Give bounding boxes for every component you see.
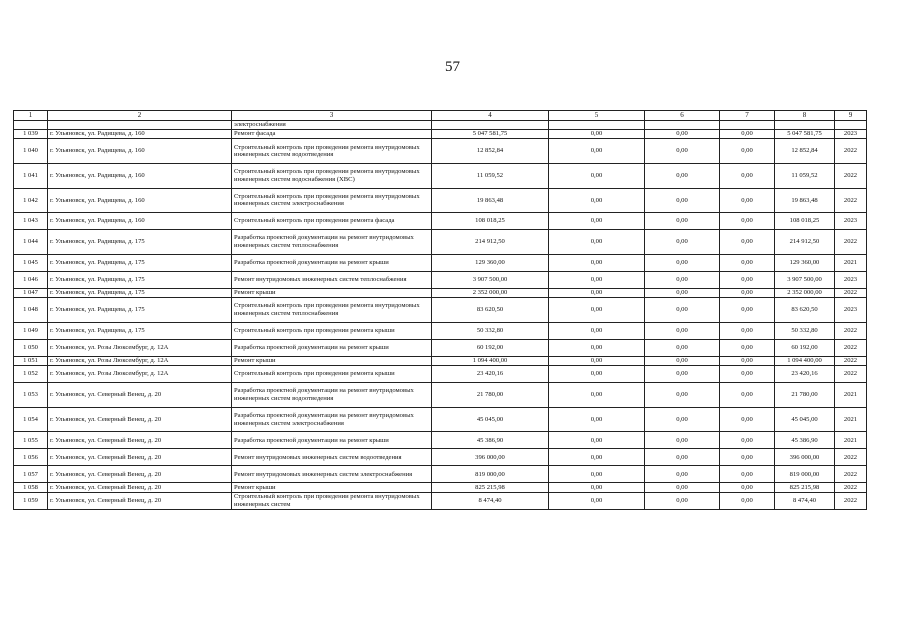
value-col8-cell: 214 912,50	[775, 230, 835, 255]
value-col8-cell: 45 045,00	[775, 407, 835, 432]
work-type-cell: Ремонт фасада	[232, 130, 432, 139]
total-cost-cell: 45 045,00	[432, 407, 549, 432]
work-type-cell: Разработка проектной документации на ремонт крыши	[232, 339, 432, 356]
table-row	[14, 163, 867, 188]
value-col8-cell: 19 863,48	[775, 188, 835, 213]
year-cell: 2021	[835, 383, 867, 408]
value-col6-cell: 0,00	[645, 230, 720, 255]
value-col5-cell: 0,00	[549, 492, 645, 509]
value-col5-cell: 0,00	[549, 230, 645, 255]
value-col6-cell: 0,00	[645, 188, 720, 213]
work-type-cell: Строительный контроль при проведении ремонта внутридомовых инженерных систем водоотведения	[232, 139, 432, 164]
total-cost-cell: 19 863,48	[432, 188, 549, 213]
value-col6-cell: 0,00	[645, 213, 720, 230]
value-col5-cell: 0,00	[549, 356, 645, 365]
value-col8-cell: 8 474,40	[775, 492, 835, 509]
value-col5-cell: 0,00	[549, 483, 645, 492]
value-col8-cell: 396 000,00	[775, 449, 835, 466]
total-cost-cell: 8 474,40	[432, 492, 549, 509]
column-header-8: 8	[775, 111, 835, 121]
work-type-cell: Ремонт крыши	[232, 356, 432, 365]
table-row	[14, 483, 867, 492]
address-cell: г. Ульяновск, ул. Радищева, д. 160	[48, 139, 232, 164]
work-type-cell: Разработка проектной документации на ремонт внутридомовых инженерных систем водоотведения	[232, 383, 432, 408]
row-number: 1 054	[14, 407, 48, 432]
value-col7-cell: 0,00	[720, 213, 775, 230]
work-type-cell: Строительный контроль при проведении ремонта внутридомовых инженерных систем электроснабжения	[232, 188, 432, 213]
value-col8-cell: 3 907 500,00	[775, 271, 835, 288]
value-col8-cell: 60 192,00	[775, 339, 835, 356]
total-cost-cell: 11 059,52	[432, 163, 549, 188]
address-cell: г. Ульяновск, ул. Северный Венец, д. 20	[48, 492, 232, 509]
address-cell: г. Ульяновск, ул. Северный Венец, д. 20	[48, 407, 232, 432]
year-cell: 2023	[835, 298, 867, 323]
value-col7-cell: 0,00	[720, 383, 775, 408]
work-type-cell: Разработка проектной документации на ремонт внутридомовых инженерных систем электроснабжения	[232, 407, 432, 432]
value-col7-cell: 0,00	[720, 139, 775, 164]
year-cell: 2021	[835, 407, 867, 432]
year-cell: 2022	[835, 449, 867, 466]
value-col7-cell: 0,00	[720, 339, 775, 356]
value-col8-cell: 12 852,84	[775, 139, 835, 164]
value-col5-cell: 0,00	[549, 407, 645, 432]
row-number: 1 055	[14, 432, 48, 449]
value-col7-cell: 0,00	[720, 288, 775, 297]
total-cost-cell: 3 907 500,00	[432, 271, 549, 288]
value-col6-cell: 0,00	[645, 383, 720, 408]
value-col5-cell: 0,00	[549, 188, 645, 213]
total-cost-cell: 45 386,90	[432, 432, 549, 449]
column-header-6: 6	[645, 111, 720, 121]
table-row	[14, 356, 867, 365]
year-cell: 2022	[835, 483, 867, 492]
year-cell: 2023	[835, 130, 867, 139]
work-type-cell: Разработка проектной документации на ремонт крыши	[232, 254, 432, 271]
work-type-cell: Строительный контроль при проведении ремонта фасада	[232, 213, 432, 230]
address-cell: г. Ульяновск, ул. Радищева, д. 175	[48, 230, 232, 255]
column-header-4: 4	[432, 111, 549, 121]
value-col6-cell: 0,00	[645, 492, 720, 509]
total-cost-cell: 60 192,00	[432, 339, 549, 356]
address-cell: г. Ульяновск, ул. Радищева, д. 160	[48, 130, 232, 139]
work-type-cell: Строительный контроль при проведении ремонта внутридомовых инженерных систем	[232, 492, 432, 509]
value-col5-cell: 0,00	[549, 466, 645, 483]
total-cost-cell: 23 420,16	[432, 366, 549, 383]
address-cell: г. Ульяновск, ул. Радищева, д. 175	[48, 271, 232, 288]
table-row	[14, 322, 867, 339]
column-header-9: 9	[835, 111, 867, 121]
total-cost-cell: 2 352 000,00	[432, 288, 549, 297]
year-cell: 2022	[835, 466, 867, 483]
row-number: 1 041	[14, 163, 48, 188]
year-cell: 2022	[835, 288, 867, 297]
value-col7-cell: 0,00	[720, 466, 775, 483]
value-col6-cell: 0,00	[645, 130, 720, 139]
address-cell: г. Ульяновск, ул. Радищева, д. 160	[48, 163, 232, 188]
total-cost-cell: 129 360,00	[432, 254, 549, 271]
work-type-cell: Строительный контроль при проведении ремонта внутридомовых инженерных систем водоснабжения (ХВС)	[232, 163, 432, 188]
value-col5-cell: 0,00	[549, 130, 645, 139]
value-col8-cell: 23 420,16	[775, 366, 835, 383]
value-col6-cell: 0,00	[645, 139, 720, 164]
row-number: 1 051	[14, 356, 48, 365]
row-number: 1 040	[14, 139, 48, 164]
value-col5-cell: 0,00	[549, 254, 645, 271]
address-cell: г. Ульяновск, ул. Радищева, д. 175	[48, 322, 232, 339]
row-number: 1 052	[14, 366, 48, 383]
table-row	[14, 492, 867, 509]
address-cell: г. Ульяновск, ул. Радищева, д. 175	[48, 254, 232, 271]
row-number: 1 053	[14, 383, 48, 408]
value-col6-cell: 0,00	[645, 288, 720, 297]
value-col7-cell: 0,00	[720, 432, 775, 449]
table-row	[14, 213, 867, 230]
value-col6-cell: 0,00	[645, 449, 720, 466]
value-col8-cell: 2 352 000,00	[775, 288, 835, 297]
table-row	[14, 188, 867, 213]
row-number: 1 047	[14, 288, 48, 297]
value-col6-cell: 0,00	[645, 466, 720, 483]
work-type-cell: Ремонт внутридомовых инженерных систем водоотведения	[232, 449, 432, 466]
value-col7-cell: 0,00	[720, 483, 775, 492]
value-col7-cell: 0,00	[720, 230, 775, 255]
work-type-cell: Ремонт крыши	[232, 483, 432, 492]
table-row	[14, 339, 867, 356]
value-col5-cell: 0,00	[549, 322, 645, 339]
continuation-row	[14, 121, 867, 130]
continuation-text: электроснабжения	[232, 121, 432, 130]
table-row	[14, 254, 867, 271]
row-number: 1 050	[14, 339, 48, 356]
value-col6-cell: 0,00	[645, 339, 720, 356]
row-number: 1 048	[14, 298, 48, 323]
work-type-cell: Ремонт внутридомовых инженерных систем теплоснабжения	[232, 271, 432, 288]
column-header-1: 1	[14, 111, 48, 121]
work-type-cell: Разработка проектной документации на ремонт крыши	[232, 432, 432, 449]
total-cost-cell: 214 912,50	[432, 230, 549, 255]
work-type-cell: Строительный контроль при проведении ремонта крыши	[232, 366, 432, 383]
value-col8-cell: 50 332,80	[775, 322, 835, 339]
value-col8-cell: 21 780,00	[775, 383, 835, 408]
column-header-5: 5	[549, 111, 645, 121]
value-col7-cell: 0,00	[720, 163, 775, 188]
value-col6-cell: 0,00	[645, 163, 720, 188]
total-cost-cell: 396 000,00	[432, 449, 549, 466]
row-number: 1 043	[14, 213, 48, 230]
value-col7-cell: 0,00	[720, 130, 775, 139]
work-type-cell: Строительный контроль при проведении ремонта крыши	[232, 322, 432, 339]
value-col6-cell: 0,00	[645, 271, 720, 288]
year-cell: 2023	[835, 271, 867, 288]
value-col7-cell: 0,00	[720, 356, 775, 365]
row-number: 1 049	[14, 322, 48, 339]
value-col5-cell: 0,00	[549, 213, 645, 230]
column-number-row	[14, 111, 867, 121]
value-col7-cell: 0,00	[720, 322, 775, 339]
value-col7-cell: 0,00	[720, 492, 775, 509]
table-row	[14, 288, 867, 297]
address-cell: г. Ульяновск, ул. Северный Венец, д. 20	[48, 483, 232, 492]
value-col6-cell: 0,00	[645, 432, 720, 449]
year-cell: 2022	[835, 188, 867, 213]
year-cell: 2022	[835, 230, 867, 255]
total-cost-cell: 825 215,98	[432, 483, 549, 492]
total-cost-cell: 21 780,00	[432, 383, 549, 408]
year-cell: 2022	[835, 139, 867, 164]
value-col5-cell: 0,00	[549, 271, 645, 288]
table-row	[14, 130, 867, 139]
table-row	[14, 366, 867, 383]
value-col6-cell: 0,00	[645, 322, 720, 339]
value-col5-cell: 0,00	[549, 139, 645, 164]
year-cell: 2022	[835, 163, 867, 188]
value-col7-cell: 0,00	[720, 366, 775, 383]
year-cell: 2022	[835, 492, 867, 509]
repair-program-table	[13, 110, 867, 510]
year-cell: 2022	[835, 339, 867, 356]
total-cost-cell: 50 332,80	[432, 322, 549, 339]
address-cell: г. Ульяновск, ул. Радищева, д. 175	[48, 288, 232, 297]
table-row	[14, 230, 867, 255]
value-col5-cell: 0,00	[549, 366, 645, 383]
value-col5-cell: 0,00	[549, 298, 645, 323]
table-row	[14, 449, 867, 466]
work-type-cell: Ремонт внутридомовых инженерных систем электроснабжения	[232, 466, 432, 483]
total-cost-cell: 83 620,50	[432, 298, 549, 323]
value-col7-cell: 0,00	[720, 449, 775, 466]
year-cell: 2023	[835, 213, 867, 230]
value-col7-cell: 0,00	[720, 254, 775, 271]
year-cell: 2021	[835, 432, 867, 449]
table-row	[14, 271, 867, 288]
total-cost-cell: 5 047 581,75	[432, 130, 549, 139]
work-type-cell: Ремонт крыши	[232, 288, 432, 297]
value-col7-cell: 0,00	[720, 271, 775, 288]
total-cost-cell: 108 018,25	[432, 213, 549, 230]
value-col6-cell: 0,00	[645, 254, 720, 271]
total-cost-cell: 1 094 400,00	[432, 356, 549, 365]
address-cell: г. Ульяновск, ул. Розы Люксембург, д. 12А	[48, 339, 232, 356]
table-row	[14, 466, 867, 483]
row-number: 1 058	[14, 483, 48, 492]
table-row	[14, 432, 867, 449]
work-type-cell: Строительный контроль при проведении ремонта внутридомовых инженерных систем теплоснабжения	[232, 298, 432, 323]
value-col8-cell: 1 094 400,00	[775, 356, 835, 365]
table-row	[14, 407, 867, 432]
address-cell: г. Ульяновск, ул. Радищева, д. 160	[48, 188, 232, 213]
value-col8-cell: 825 215,98	[775, 483, 835, 492]
row-number: 1 046	[14, 271, 48, 288]
year-cell: 2022	[835, 322, 867, 339]
address-cell: г. Ульяновск, ул. Радищева, д. 175	[48, 298, 232, 323]
value-col5-cell: 0,00	[549, 449, 645, 466]
year-cell: 2022	[835, 366, 867, 383]
value-col8-cell: 108 018,25	[775, 213, 835, 230]
total-cost-cell: 12 852,84	[432, 139, 549, 164]
value-col8-cell: 11 059,52	[775, 163, 835, 188]
value-col8-cell: 819 000,00	[775, 466, 835, 483]
value-col7-cell: 0,00	[720, 407, 775, 432]
row-number: 1 057	[14, 466, 48, 483]
row-number: 1 042	[14, 188, 48, 213]
value-col5-cell: 0,00	[549, 383, 645, 408]
year-cell: 2022	[835, 356, 867, 365]
value-col7-cell: 0,00	[720, 298, 775, 323]
page-number: 57	[445, 59, 460, 75]
address-cell: г. Ульяновск, ул. Северный Венец, д. 20	[48, 383, 232, 408]
value-col6-cell: 0,00	[645, 483, 720, 492]
value-col6-cell: 0,00	[645, 356, 720, 365]
row-number: 1 039	[14, 130, 48, 139]
address-cell: г. Ульяновск, ул. Розы Люксембург, д. 12А	[48, 356, 232, 365]
table-row	[14, 139, 867, 164]
row-number: 1 044	[14, 230, 48, 255]
row-number: 1 056	[14, 449, 48, 466]
address-cell: г. Ульяновск, ул. Северный Венец, д. 20	[48, 466, 232, 483]
value-col5-cell: 0,00	[549, 339, 645, 356]
row-number: 1 059	[14, 492, 48, 509]
column-header-3: 3	[232, 111, 432, 121]
value-col5-cell: 0,00	[549, 163, 645, 188]
address-cell: г. Ульяновск, ул. Радищева, д. 160	[48, 213, 232, 230]
value-col7-cell: 0,00	[720, 188, 775, 213]
value-col8-cell: 129 360,00	[775, 254, 835, 271]
value-col8-cell: 5 047 581,75	[775, 130, 835, 139]
table-body	[14, 121, 867, 510]
work-type-cell: Разработка проектной документации на ремонт внутридомовых инженерных систем теплоснабжения	[232, 230, 432, 255]
address-cell: г. Ульяновск, ул. Северный Венец, д. 20	[48, 432, 232, 449]
value-col8-cell: 83 620,50	[775, 298, 835, 323]
value-col5-cell: 0,00	[549, 432, 645, 449]
total-cost-cell: 819 000,00	[432, 466, 549, 483]
row-number: 1 045	[14, 254, 48, 271]
column-header-7: 7	[720, 111, 775, 121]
table-row	[14, 383, 867, 408]
value-col6-cell: 0,00	[645, 366, 720, 383]
address-cell: г. Ульяновск, ул. Розы Люксембург, д. 12А	[48, 366, 232, 383]
address-cell: г. Ульяновск, ул. Северный Венец, д. 20	[48, 449, 232, 466]
year-cell: 2021	[835, 254, 867, 271]
value-col6-cell: 0,00	[645, 407, 720, 432]
value-col5-cell: 0,00	[549, 288, 645, 297]
value-col6-cell: 0,00	[645, 298, 720, 323]
table-row	[14, 298, 867, 323]
value-col8-cell: 45 386,90	[775, 432, 835, 449]
column-header-2: 2	[48, 111, 232, 121]
